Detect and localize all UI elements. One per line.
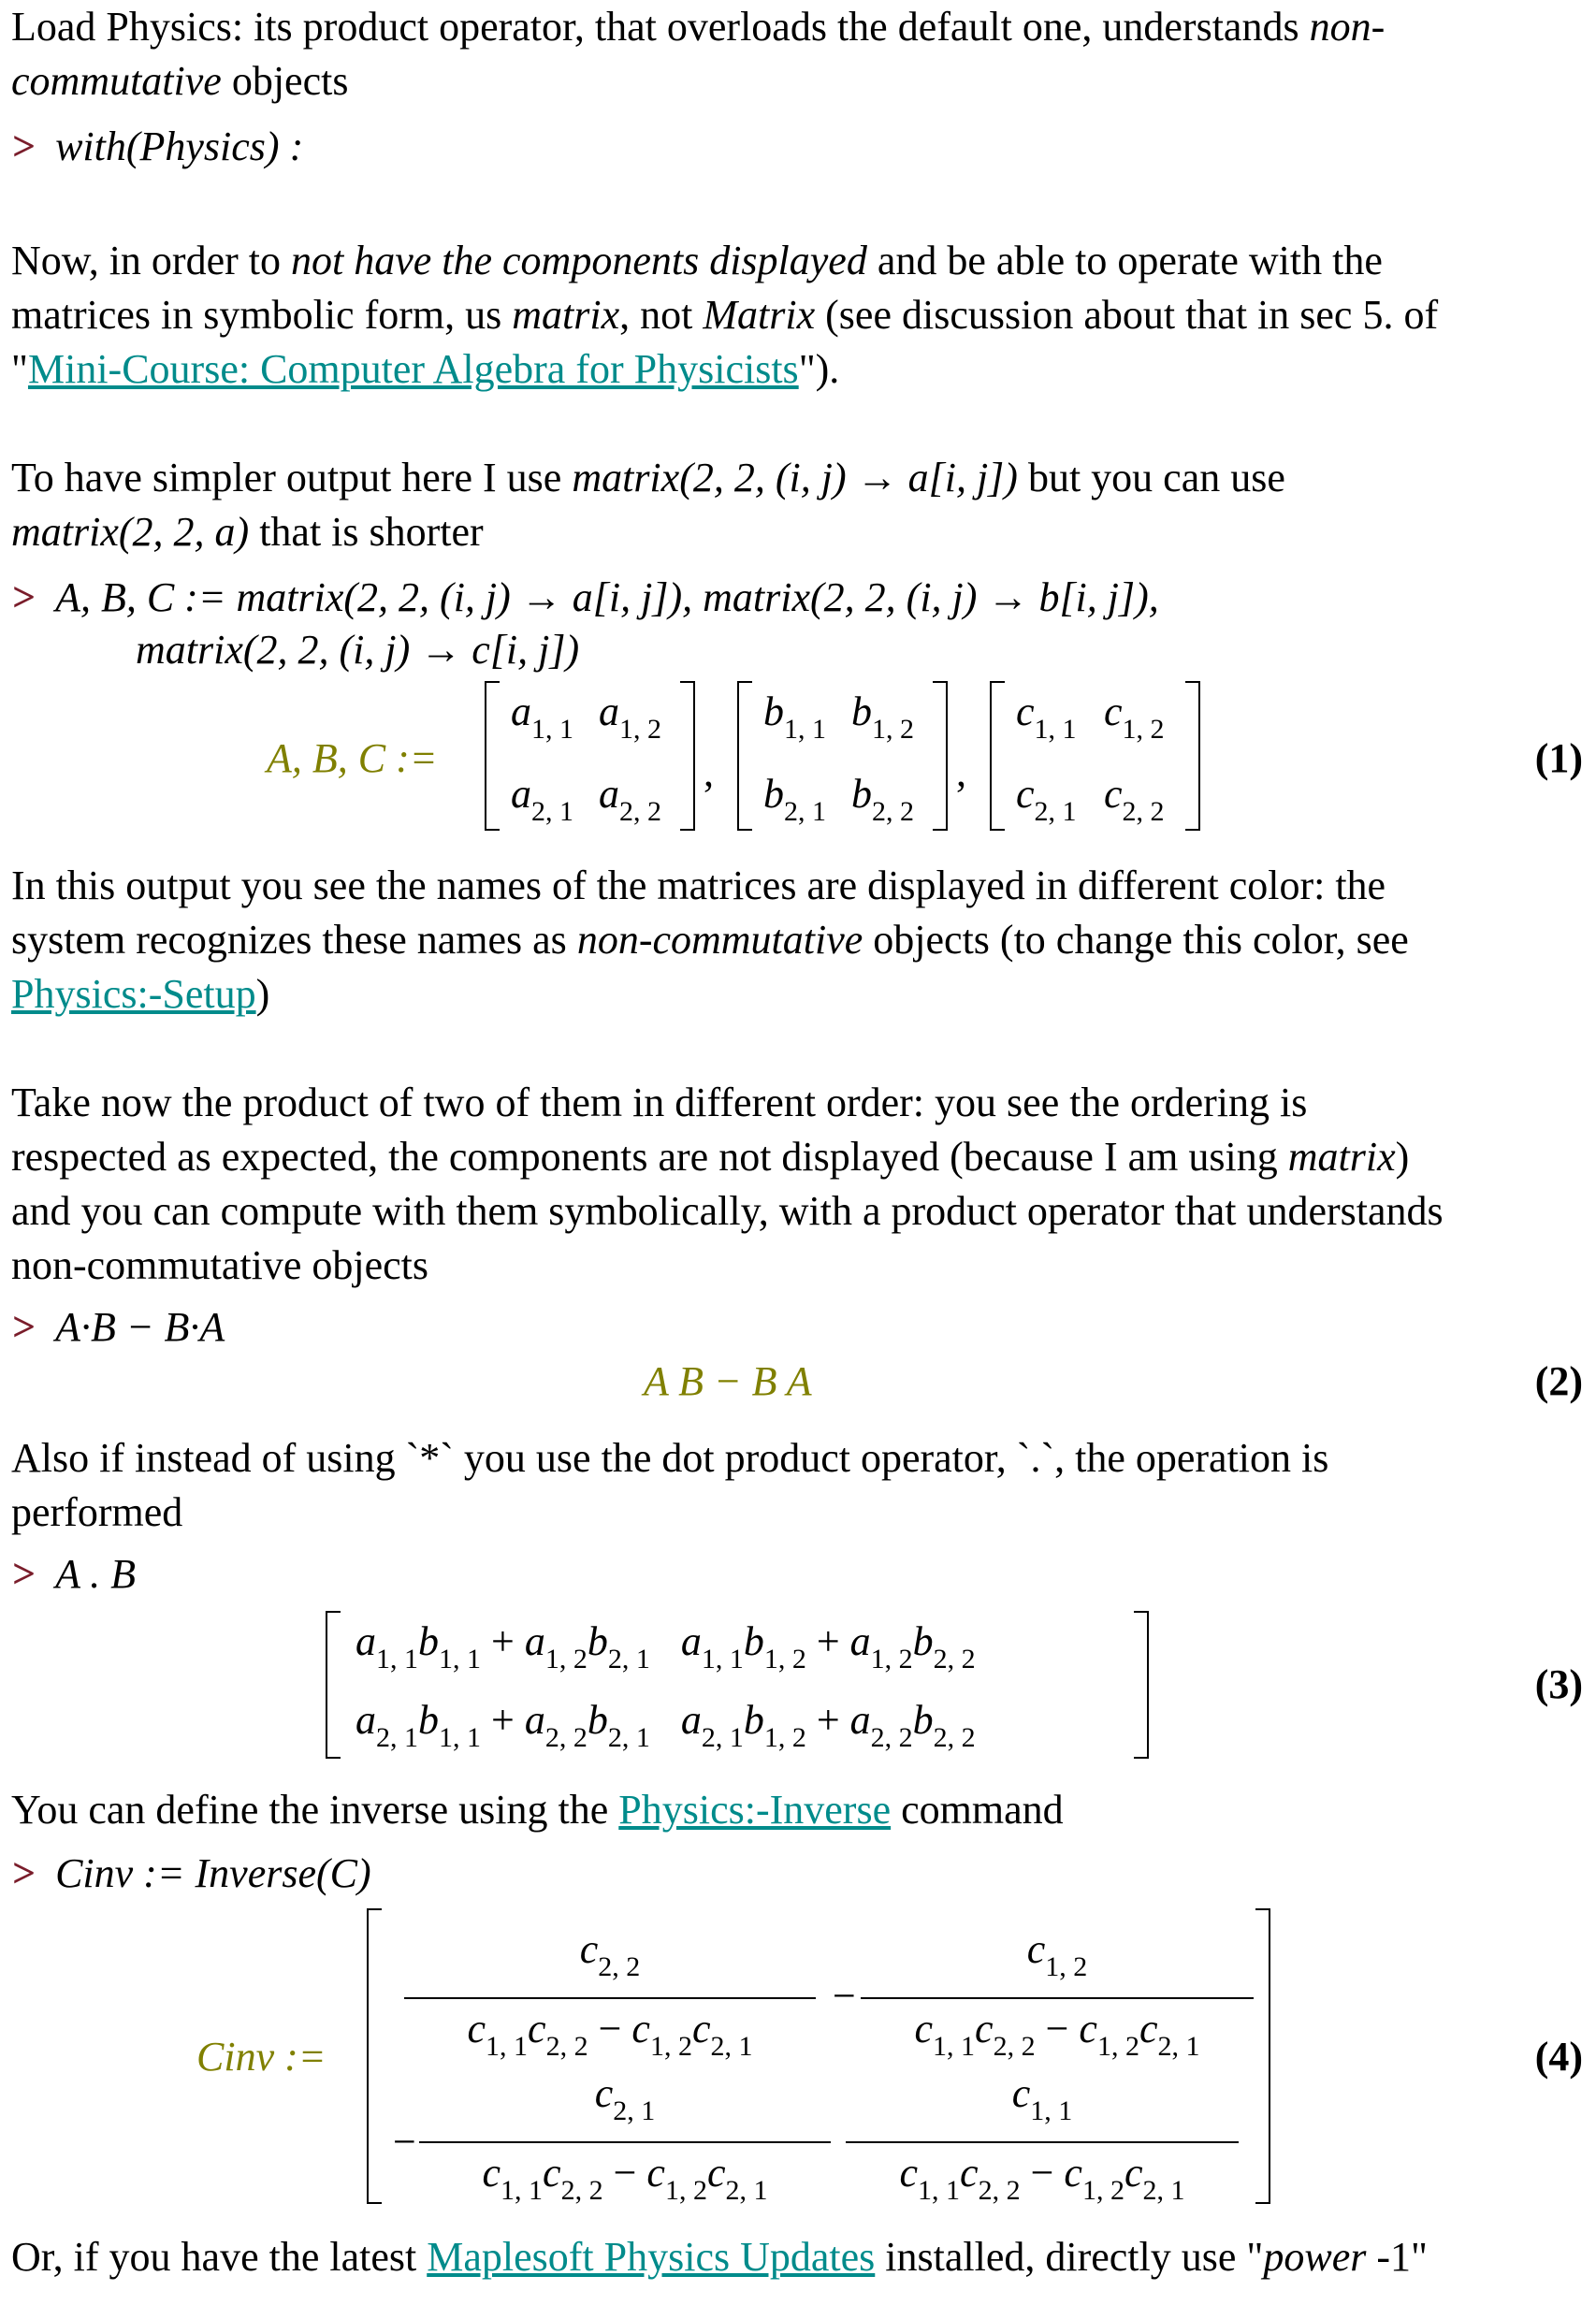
output4-lhs: Cinv := (196, 2034, 326, 2080)
matrix-a: $a_{1, 1}$ $a_{1, 2}$ $a_{2, 1}$ $a_{2, 2}$ (485, 681, 695, 831)
para6-line-1: Also if instead of using `*` you use the dot product operator, `.`, the operation is (11, 1435, 1329, 1481)
inverse-entry-1-1: $c_{2, 2}$ $c_{1, 1}c_{2, 2} - c_{1, 2}c_{2, 1}$ (404, 1925, 816, 2071)
para3-line-2: matrix(2, 2, a) that is shorter (11, 509, 484, 555)
prompt-marker: > (11, 123, 36, 169)
para4-line-1: In this output you see the names of the matrices are displayed in different color: the (11, 863, 1386, 908)
physics-inverse-link[interactable]: Physics:-Inverse (618, 1787, 892, 1833)
physics-updates-link[interactable]: Maplesoft Physics Updates (427, 2234, 876, 2280)
output1-lhs: A, B, C := (267, 735, 438, 781)
matrix-inverse (367, 1908, 1270, 2204)
input-matrix-definitions[interactable]: > A, B, C := matrix(2, 2, (i, j) → a[i, j]), matrix(2, 2, (i, j) → b[i, j]), (11, 574, 1159, 620)
physics-setup-link[interactable]: Physics:-Setup (11, 971, 256, 1017)
prompt-marker: > (11, 1850, 36, 1896)
matrix-product (326, 1611, 1149, 1759)
matrix-c: $c_{1, 1}$ $c_{1, 2}$ $c_{2, 1}$ $c_{2, 2}$ (990, 681, 1200, 831)
inverse-entry-1-2-sign: − (833, 1973, 856, 2019)
prompt-marker: > (11, 1304, 36, 1350)
inverse-entry-2-1-sign: − (393, 2119, 416, 2165)
comma-separator: , (704, 749, 714, 795)
para3-line-1: To have simpler output here I use matrix(2, 2, (i, j) → a[i, j]) but you can use (11, 455, 1285, 500)
para5-line-3: and you can compute with them symbolically, with a product operator that understands (11, 1188, 1444, 1234)
para2-line-1: Now, in order to not have the components displayed and be able to operate with the (11, 238, 1383, 283)
equation-label-1: (1) (1534, 735, 1583, 781)
equation-label-2: (2) (1534, 1358, 1583, 1404)
para7-line: You can define the inverse using the Physics:-Inverse command (11, 1787, 1064, 1833)
comma-separator: , (956, 749, 966, 795)
prompt-marker: > (11, 1551, 36, 1597)
input-dot-product[interactable]: > A . B (11, 1551, 137, 1597)
intro-line-2: commutative objects (11, 58, 349, 104)
para4-line-3: Physics:-Setup) (11, 971, 270, 1017)
para5-line-4: non-commutative objects (11, 1242, 428, 1288)
mini-course-link[interactable]: Mini-Course: Computer Algebra for Physicists (27, 346, 799, 392)
equation-label-4: (4) (1534, 2034, 1583, 2080)
inverse-entry-1-2: $c_{1, 2}$ $c_{1, 1}c_{2, 2} - c_{1, 2}c_{2, 1}$ (861, 1925, 1254, 2071)
para5-line-2: respected as expected, the components are not displayed (because I am using matrix) (11, 1134, 1410, 1180)
input-matrix-definitions-cont[interactable]: matrix(2, 2, (i, j) → c[i, j]) (136, 627, 580, 673)
para5-line-1: Take now the product of two of them in different order: you see the ordering is (11, 1080, 1308, 1125)
para4-line-2: system recognizes these names as non-commutative objects (to change this color, see (11, 917, 1409, 963)
input-commutator[interactable]: > A·B − B·A (11, 1304, 225, 1350)
output2-expression: A B − B A (644, 1358, 812, 1404)
para2-line-3: "Mini-Course: Computer Algebra for Physicists"). (11, 346, 840, 392)
input-inverse[interactable]: > Cinv := Inverse(C) (11, 1850, 371, 1896)
matrix-b: $b_{1, 1}$ $b_{1, 2}$ $b_{2, 1}$ $b_{2, 2}$ (737, 681, 948, 831)
inverse-entry-2-2: $c_{1, 1}$ $c_{1, 1}c_{2, 2} - c_{1, 2}c_{2, 1}$ (846, 2069, 1239, 2215)
prompt-marker: > (11, 574, 36, 620)
para2-line-2: matrices in symbolic form, us matrix, not Matrix (see discussion about that in sec 5. of (11, 292, 1439, 338)
product-row-1: $a_{1, 1}b_{1, 1} + a_{1, 2}b_{2, 1}$ $a_{1, 1}b_{1, 2} + a_{1, 2}b_{2, 2}$ (355, 1618, 976, 1674)
para6-line-2: performed (11, 1489, 183, 1535)
inverse-entry-2-1: $c_{2, 1}$ $c_{1, 1}c_{2, 2} - c_{1, 2}c_{2, 1}$ (419, 2069, 831, 2215)
product-row-2: $a_{2, 1}b_{1, 1} + a_{2, 2}b_{2, 1}$ $a_{2, 1}b_{1, 2} + a_{2, 2}b_{2, 2}$ (355, 1697, 976, 1753)
equation-label-3: (3) (1534, 1661, 1583, 1707)
intro-line-1: Load Physics: its product operator, that overloads the default one, understands non- (11, 4, 1386, 50)
para8-line: Or, if you have the latest Maplesoft Physics Updates installed, directly use "power -1" (11, 2234, 1428, 2280)
input-with-physics[interactable]: > with(Physics) : (11, 123, 304, 169)
